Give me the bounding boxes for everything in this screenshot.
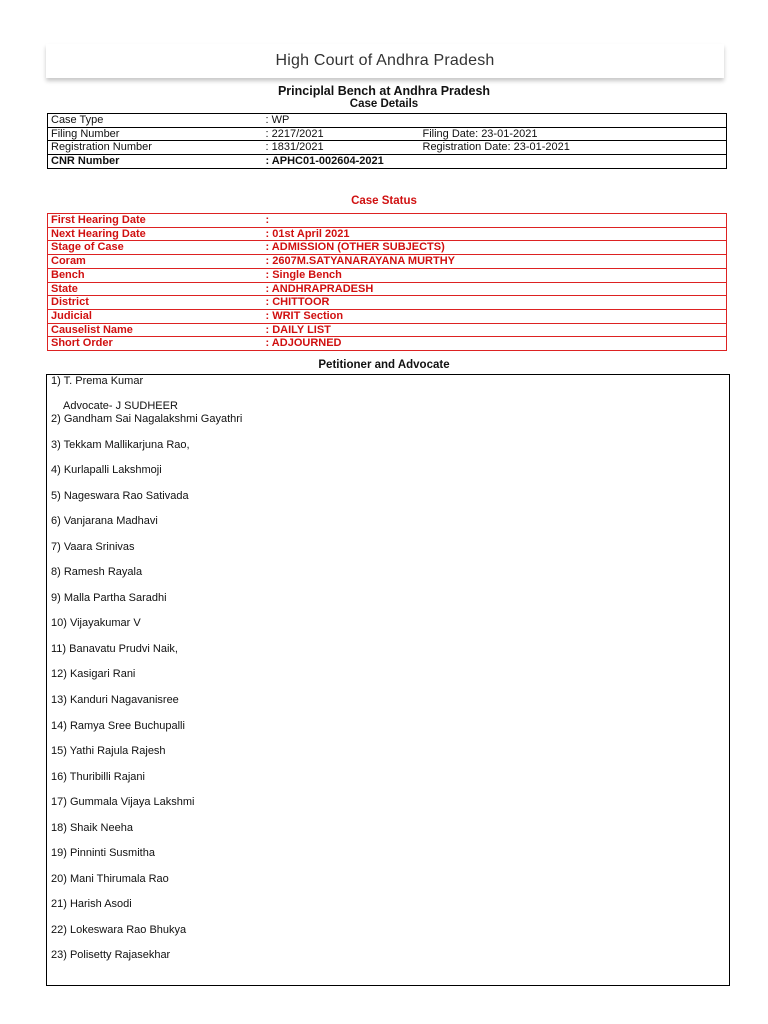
status-label: First Hearing Date <box>48 214 263 228</box>
status-value: : 2607M.SATYANARAYANA MURTHY <box>263 255 727 269</box>
list-item: 14) Ramya Sree Buchupalli <box>51 720 185 732</box>
table-row <box>48 141 727 155</box>
status-label: District <box>48 296 263 310</box>
status-value: : WRIT Section <box>263 309 727 323</box>
list-item: 18) Shaik Neeha <box>51 822 133 834</box>
status-label: Short Order <box>51 337 113 350</box>
status-value: : <box>263 214 727 228</box>
table-row <box>48 155 727 169</box>
list-item: 21) Harish Asodi <box>51 898 132 910</box>
status-value: : ADMISSION (OTHER SUBJECTS) <box>263 241 727 255</box>
list-item: 12) Kasigari Rani <box>51 668 136 680</box>
advocate-name: Advocate- J SUDHEER <box>63 400 178 412</box>
case-status-table <box>47 213 727 351</box>
table-row <box>48 255 727 269</box>
case-status-title: Case Status <box>351 195 417 207</box>
table-row <box>48 268 727 282</box>
list-item: 22) Lokeswara Rao Bhukya <box>51 924 187 936</box>
list-item: 15) Yathi Rajula Rajesh <box>51 745 166 757</box>
table-row <box>48 241 727 255</box>
list-item: 19) Pinninti Susmitha <box>51 847 155 859</box>
status-label: Judicial <box>48 309 263 323</box>
petitioner-title: Petitioner and Advocate <box>318 359 450 371</box>
list-item: 6) Vanjarana Madhavi <box>51 515 158 527</box>
status-value: : ADJOURNED <box>265 337 342 350</box>
filing-number-value: : 2217/2021 <box>263 127 420 141</box>
status-label: Bench <box>48 268 263 282</box>
registration-date: Registration Date: 23-01-2021 <box>420 141 727 155</box>
status-label: Stage of Case <box>48 241 263 255</box>
list-item: 20) Mani Thirumala Rao <box>51 873 169 885</box>
list-item: 4) Kurlapalli Lakshmoji <box>51 464 162 476</box>
list-item: 16) Thuribilli Rajani <box>51 771 145 783</box>
page-header <box>46 44 724 78</box>
list-item: 17) Gummala Vijaya Lakshmi <box>51 796 195 808</box>
status-value: : Single Bench <box>263 268 727 282</box>
filing-number-label: Filing Number <box>48 127 263 141</box>
status-value: : ANDHRAPRADESH <box>263 282 727 296</box>
table-row <box>48 337 727 351</box>
page-title: High Court of Andhra Pradesh <box>275 52 495 69</box>
list-item: 3) Tekkam Mallikarjuna Rao, <box>51 439 190 451</box>
status-label: Causelist Name <box>48 323 263 337</box>
list-item: 9) Malla Partha Saradhi <box>51 592 167 604</box>
table-row <box>48 114 727 128</box>
table-row <box>48 323 727 337</box>
list-item: 1) T. Prema Kumar <box>51 375 144 387</box>
list-item: 13) Kanduri Nagavanisree <box>51 694 179 706</box>
table-row <box>48 296 727 310</box>
petitioner-list <box>46 374 730 986</box>
list-item: 8) Ramesh Rayala <box>51 566 143 578</box>
table-row <box>48 227 727 241</box>
status-label: State <box>48 282 263 296</box>
case-details-table <box>47 113 727 169</box>
list-item: 7) Vaara Srinivas <box>51 541 135 553</box>
status-label: Coram <box>48 255 263 269</box>
status-label: Next Hearing Date <box>48 227 263 241</box>
table-row <box>48 214 727 228</box>
table-row <box>48 309 727 323</box>
list-item: 2) Gandham Sai Nagalakshmi Gayathri <box>51 413 243 425</box>
case-type-label: Case Type <box>48 114 263 128</box>
table-row <box>48 282 727 296</box>
table-row <box>48 127 727 141</box>
list-item: 23) Polisetty Rajasekhar <box>51 949 171 961</box>
bench-title: Principlal Bench at Andhra Pradesh <box>277 84 491 98</box>
status-value: : CHITTOOR <box>263 296 727 310</box>
case-type-value: : WP <box>263 114 420 128</box>
list-item: 5) Nageswara Rao Sativada <box>51 490 189 502</box>
registration-number-value: : 1831/2021 <box>263 141 420 155</box>
cnr-number-value: : APHC01-002604-2021 <box>265 155 384 168</box>
registration-number-label: Registration Number <box>48 141 263 155</box>
status-value: : 01st April 2021 <box>263 227 727 241</box>
cnr-number-label: CNR Number <box>51 155 120 168</box>
status-value: : DAILY LIST <box>263 323 727 337</box>
list-item: 10) Vijayakumar V <box>51 617 141 629</box>
case-details-title: Case Details <box>349 98 419 110</box>
filing-date: Filing Date: 23-01-2021 <box>420 127 727 141</box>
list-item: 11) Banavatu Prudvi Naik, <box>51 643 178 655</box>
